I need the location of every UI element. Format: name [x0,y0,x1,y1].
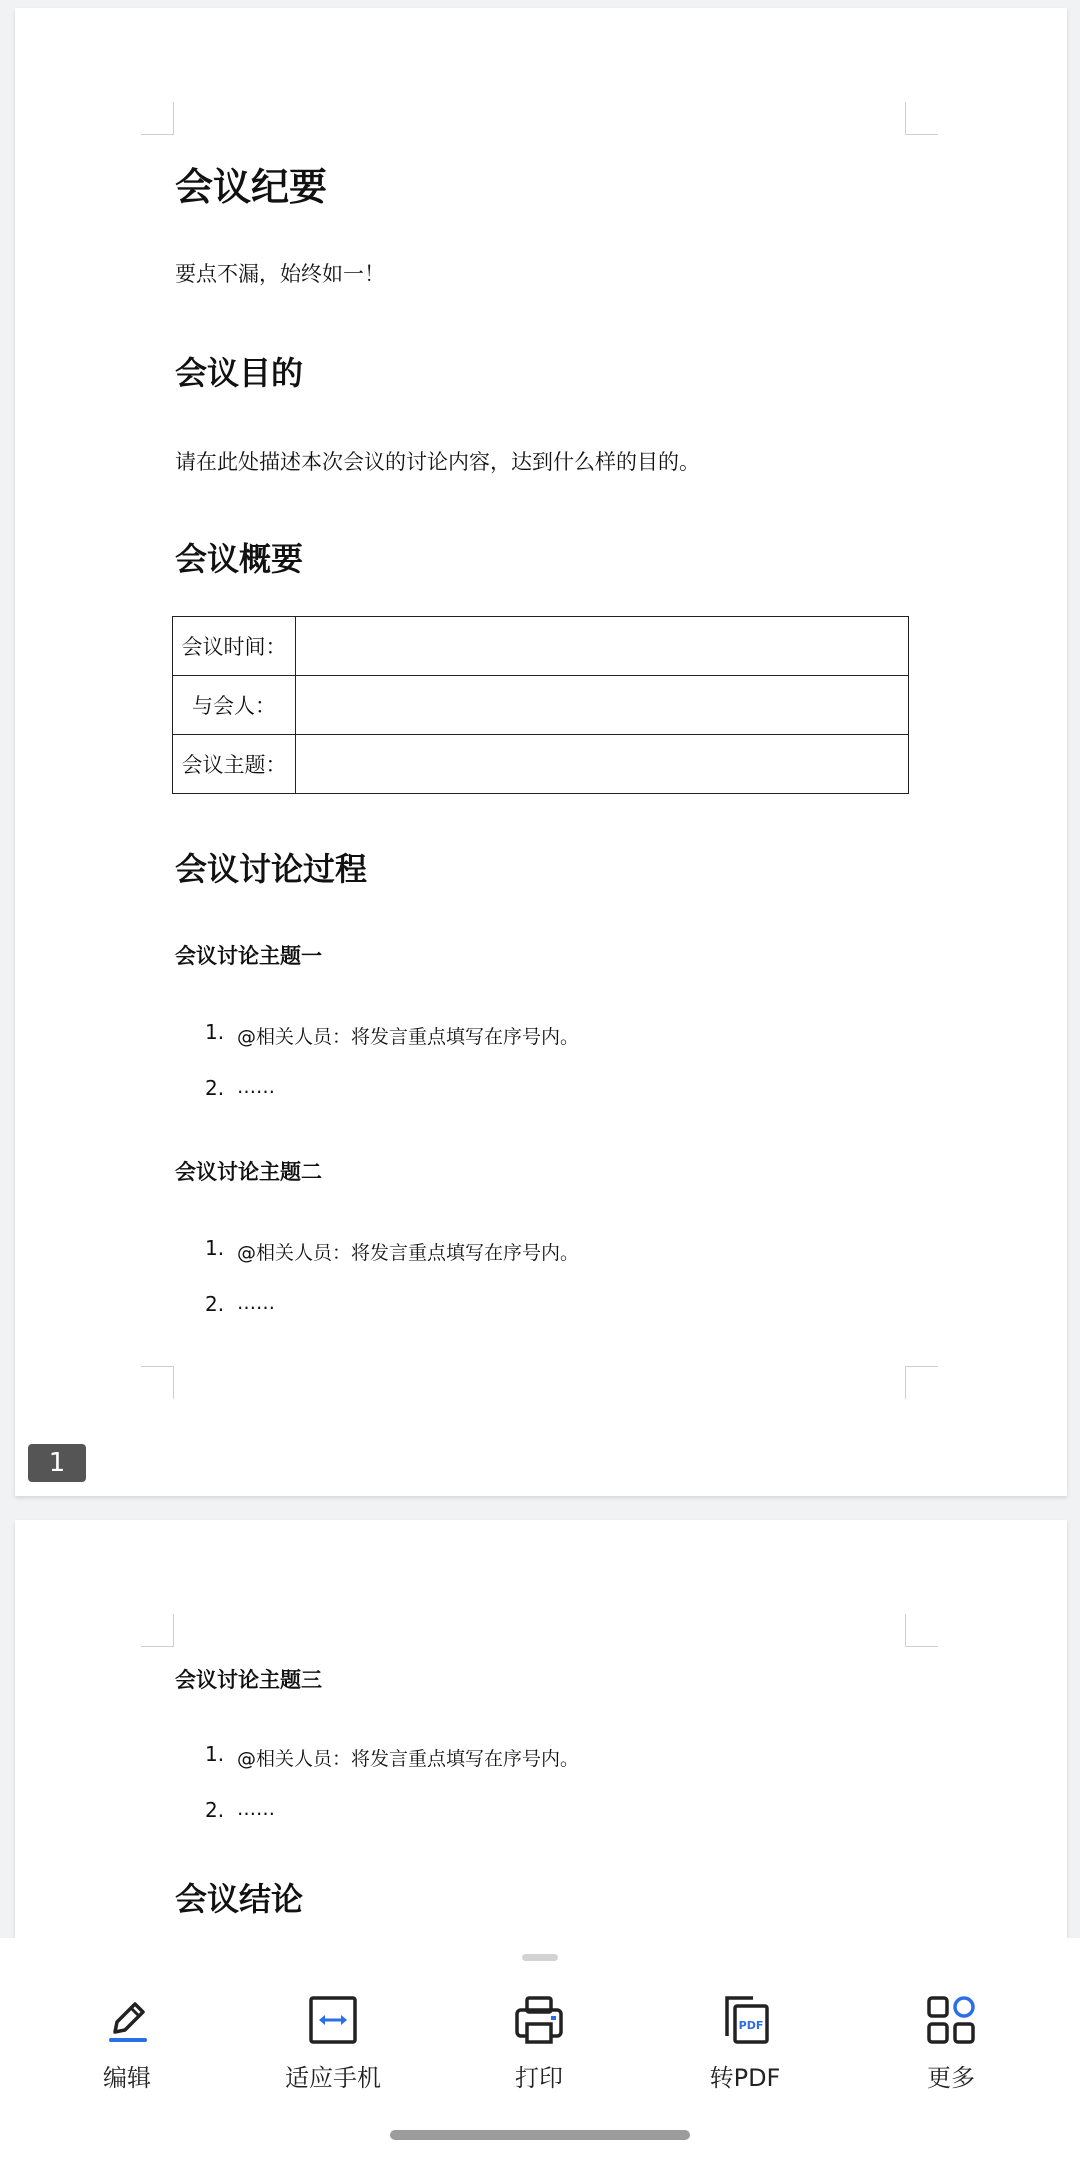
list-number: 1. [205,1236,225,1260]
margin-corner-mark [141,1366,174,1399]
list-number: 2. [205,1292,225,1316]
table-row [173,617,909,676]
print-label: 打印 [515,2064,563,2092]
to-pdf-label: 转PDF [709,2064,781,2092]
topic-title: 会议讨论主题二 [175,1160,322,1184]
list-item: …… [237,1292,275,1314]
margin-corner-mark [905,1366,938,1399]
svg-text:PDF: PDF [738,2019,764,2032]
purpose-heading: 会议目的 [175,354,304,392]
page-number-badge: 1 [28,1444,86,1482]
overview-heading: 会议概要 [175,540,304,578]
topic-title: 会议讨论主题一 [175,944,322,968]
edit-button[interactable] [57,1992,197,2093]
list-number: 1. [205,1020,225,1044]
table-row [173,676,909,735]
printer-icon [511,1992,567,2048]
margin-corner-mark [905,102,938,135]
home-indicator[interactable] [390,2130,690,2140]
fit-width-icon [305,1992,361,2048]
document-page-2[interactable] [15,1520,1067,2000]
discussion-heading: 会议讨论过程 [175,850,368,888]
fit-phone-button[interactable] [263,1992,403,2093]
tagline: 要点不漏，始终如一！ [175,262,385,286]
list-number: 1. [205,1742,225,1766]
margin-corner-mark [141,102,174,135]
pencil-icon [99,1992,155,2048]
list-item: @相关人员：将发言重点填写在序号内。 [237,1748,580,1770]
overview-table [172,616,909,794]
drag-handle[interactable] [522,1954,558,1961]
table-cell-label: 与会人： [173,676,296,735]
document-page-1[interactable] [15,8,1067,1496]
edit-label: 编辑 [103,2064,151,2092]
purpose-text: 请在此处描述本次会议的讨论内容，达到什么样的目的。 [175,450,700,474]
list-item: …… [237,1076,275,1098]
document-title: 会议纪要 [175,165,328,209]
print-button[interactable] [469,1992,609,2093]
fit-phone-label: 适应手机 [285,2064,381,2092]
pdf-icon [717,1992,773,2048]
list-item: @相关人员：将发言重点填写在序号内。 [237,1026,580,1048]
list-number: 2. [205,1798,225,1822]
more-label: 更多 [927,2064,975,2092]
more-button[interactable] [881,1992,1021,2093]
list-number: 2. [205,1076,225,1100]
list-item: …… [237,1798,275,1820]
table-cell-value[interactable] [296,735,909,794]
topic-title: 会议讨论主题三 [175,1668,322,1692]
list-item: @相关人员：将发言重点填写在序号内。 [237,1242,580,1264]
conclusion-heading: 会议结论 [175,1880,304,1918]
table-cell-label: 会议主题： [173,735,296,794]
bottom-toolbar [0,1938,1080,2165]
grid-more-icon [923,1992,979,2048]
table-cell-value[interactable] [296,676,909,735]
table-cell-label: 会议时间： [173,617,296,676]
margin-corner-mark [905,1614,938,1647]
table-row [173,735,909,794]
table-cell-value[interactable] [296,617,909,676]
margin-corner-mark [141,1614,174,1647]
to-pdf-button[interactable] [675,1992,815,2093]
